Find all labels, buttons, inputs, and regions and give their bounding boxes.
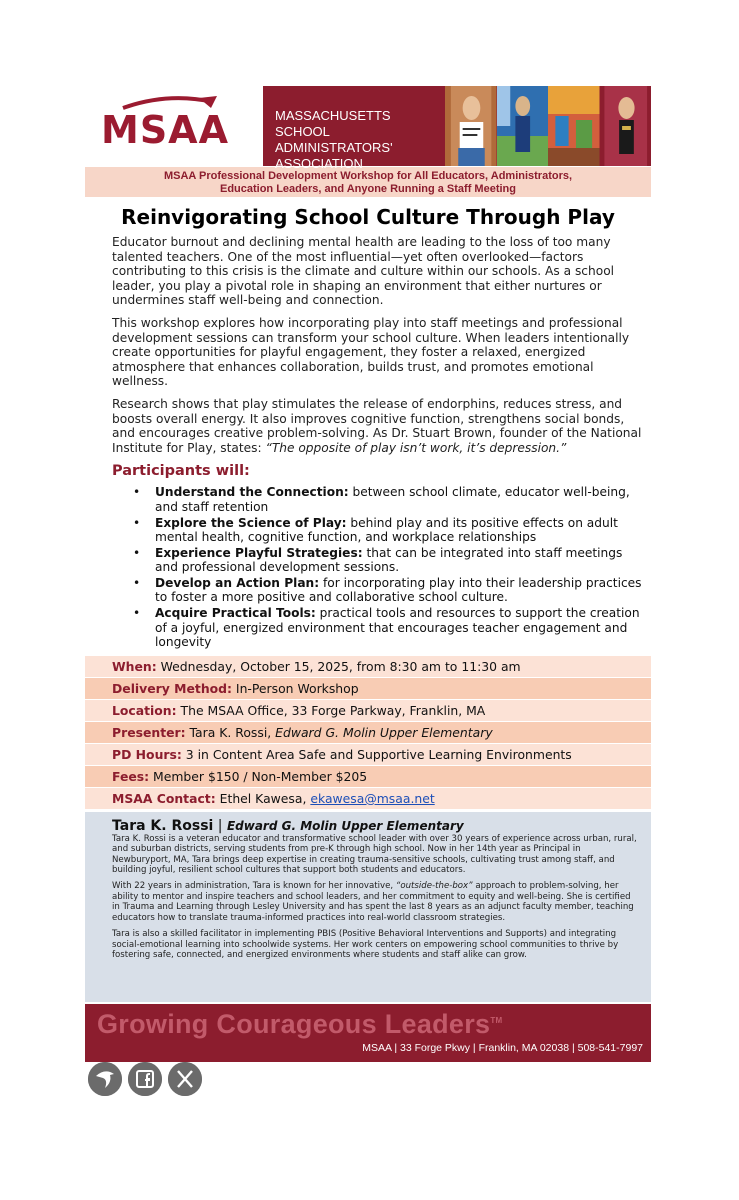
- intro-paragraph: Educator burnout and declining mental health are leading to the loss of too many talented teachers. One of the most influential—yet often overlooked—factors contributing to this crisis is the climate and culture within our schools. As a school leader, you play a pivotal role in shaping an environment that either nurtures or undermines staff well-being and connection.: [112, 235, 615, 308]
- list-item: • Develop an Action Plan: for incorporating play into their leadership practices to foster a more positive and collaborative school culture.: [133, 575, 642, 605]
- list-item: • Experience Playful Strategies: that can be integrated into staff meetings and professional development sessions.: [133, 545, 623, 575]
- footer-slogan: Growing Courageous Leaders™: [97, 1008, 503, 1039]
- footer-address: MSAA | 33 Forge Pkwy | Franklin, MA 02038 | 508-541-7997: [362, 1041, 643, 1054]
- participants-list: [85, 485, 649, 650]
- photo-classroom: [548, 86, 600, 166]
- social-links: [88, 1062, 202, 1096]
- detail-row-delivery: Delivery Method: In-Person Workshop: [85, 678, 651, 700]
- x-icon[interactable]: [168, 1062, 202, 1096]
- list-item: • Explore the Science of Play: behind play and its positive effects on adult mental health, cognitive function, and workplace relationships: [133, 515, 618, 545]
- msaa-logo: [85, 86, 263, 166]
- presenter-bio: [85, 812, 651, 1002]
- detail-row-contact: MSAA Contact: Ethel Kawesa, ekawesa@msaa.net: [85, 788, 651, 810]
- bullet-icon: •: [133, 515, 141, 530]
- page-title: Reinvigorating School Culture Through Play: [121, 205, 615, 229]
- participants-heading: Participants will:: [112, 463, 250, 480]
- quote: “The opposite of play isn’t work, it’s depression.”: [265, 440, 567, 455]
- bullet-icon: •: [133, 606, 141, 621]
- bio-paragraph: Tara is also a skilled facilitator in implementing PBIS (Positive Behavioral Interventions and Supports) and integrating social-emotional learning into schoolwide systems. Her work centers on empowering school communities to thrive by fostering safe, connected, and energized environments where students and staff alike can grow.: [112, 929, 619, 960]
- detail-row-presenter: Presenter: Tara K. Rossi, Edward G. Molin Upper Elementary: [85, 722, 651, 744]
- org-name: MASSACHUSETTS SCHOOL ADMINISTRATORS' ASSOCIATION: [263, 86, 445, 166]
- list-item: • Acquire Practical Tools: practical tools and resources to support the creation of a joyful, energized environment that encourages teacher engagement and longevity: [133, 606, 640, 650]
- detail-row-fees: Fees: Member $150 / Non-Member $205: [85, 766, 651, 788]
- workshop-paragraph: This workshop explores how incorporating play into staff meetings and professional development sessions can transform your school culture. When leaders intentionally create opportunities for playful engagement, they foster a relaxed, energized atmosphere that enhances collaboration, builds trust, and promotes emotional wellness.: [112, 315, 630, 389]
- header-banner: [85, 86, 651, 171]
- bullet-icon: •: [133, 485, 141, 500]
- logo-text: MSAA: [101, 108, 230, 152]
- detail-row-when: When: Wednesday, October 15, 2025, from 8:30 am to 11:30 am: [85, 656, 651, 678]
- bio-heading: Tara K. Rossi | Edward G. Molin Upper Elementary: [112, 817, 464, 834]
- banner-subtitle: MSAA Professional Development Workshop for All Educators, Administrators, Education Leaders, and Anyone Running a Staff Meeting: [85, 167, 651, 197]
- bullet-icon: •: [133, 545, 141, 560]
- list-item: • Understand the Connection: between school climate, educator well-being, and staff retention: [133, 485, 630, 514]
- banner-photos: [445, 86, 651, 166]
- photo-cheer: [600, 86, 652, 166]
- photo-student: [445, 86, 497, 166]
- bullet-icon: •: [133, 575, 141, 590]
- bio-paragraph: With 22 years in administration, Tara is known for her innovative, “outside-the-box” approach to problem-solving, her ability to mentor and inspire teachers and school leaders, and her commitment to equity and well-being. She is certified in Trauma and Learning through Lesley University and has spent the last 8 years as an adjunct faculty member, teaching educators how to translate trauma-informed practices into real-world classroom strategies.: [112, 881, 634, 923]
- flyer: [85, 86, 651, 1062]
- detail-row-pd-hours: PD Hours: 3 in Content Area Safe and Supportive Learning Environments: [85, 744, 651, 766]
- facebook-icon[interactable]: [128, 1062, 162, 1096]
- contact-email-link[interactable]: ekawesa@msaa.net: [310, 790, 435, 806]
- research-paragraph: Research shows that play stimulates the release of endorphins, reduces stress, and boosts overall energy. It also improves cognitive function, strengthens social bonds, and encourages creative problem-solving. As Dr. Stuart Brown, founder of the National Institute for Play, states: “The opposite of play isn’t work, it’s depression.”: [112, 396, 642, 455]
- detail-row-location: Location: The MSAA Office, 33 Forge Parkway, Franklin, MA: [85, 700, 651, 722]
- details-table: [85, 656, 651, 810]
- msaa-icon[interactable]: [88, 1062, 122, 1096]
- photo-costume: [497, 86, 549, 166]
- footer-banner: [85, 1004, 651, 1062]
- bio-paragraph: Tara K. Rossi is a veteran educator and transformative school leader with over 30 years of experience across urban, rural, and suburban districts, serving students from pre-K through high school. Now in her 14th year as Principal in Newburyport, MA, Tara brings deep expertise in creating trauma-sensitive schools, cultivating trust among staff, and building joyful, resilient school cultures that support both students and educators.: [112, 833, 637, 876]
